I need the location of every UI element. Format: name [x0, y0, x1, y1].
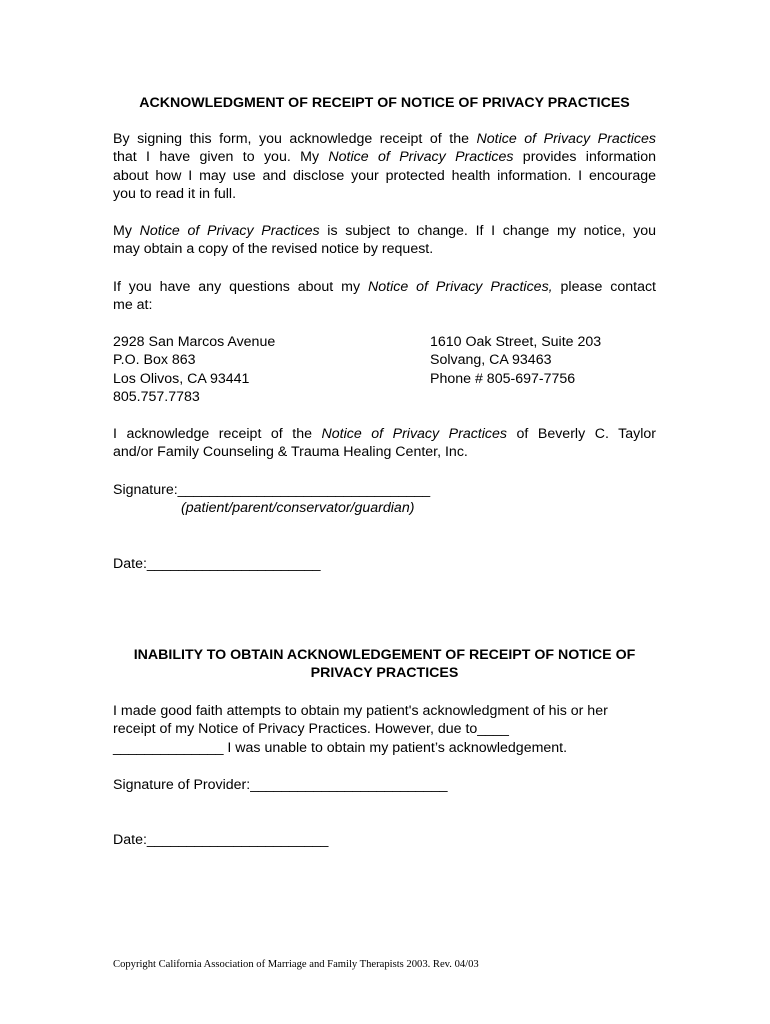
s2p1-line1: I made good faith attempts to obtain my patient's acknowledgment of his or her: [113, 703, 608, 719]
section2-title-line2: PRIVACY PRACTICES: [310, 665, 459, 682]
p4-text-a: I acknowledge receipt of the: [113, 426, 322, 442]
paragraph-inability: [113, 702, 656, 757]
paragraph-acknowledge-provider: [113, 425, 656, 462]
date-field[interactable]: Date:______________________: [113, 556, 321, 572]
s2p1-line2: receipt of my Notice of Privacy Practices. However, due to____: [113, 721, 509, 738]
paragraph-subject-to-change: [113, 222, 656, 259]
provider-signature-field[interactable]: Signature of Provider:_________________________: [113, 777, 448, 793]
p1-line3: about how I may use and disclose your protected health information. I encourage: [113, 167, 656, 184]
p3-italic-notice: Notice of Privacy Practices,: [368, 279, 553, 295]
address-left-line: Los Olivos, CA 93441: [113, 370, 250, 387]
copyright-footer: Copyright California Association of Marriage and Family Therapists 2003. Rev. 04/03: [113, 959, 479, 970]
s2p1-line3: ______________ I was unable to obtain my patient’s acknowledgement.: [113, 739, 568, 756]
p4-line2: and/or Family Counseling & Trauma Healing Center, Inc.: [113, 444, 468, 461]
address-right-line: Solvang, CA 93463: [430, 352, 552, 369]
p3-text-c: please contact: [552, 279, 657, 295]
p1-text-c: that I have given to you. My: [113, 149, 329, 166]
p4-text-c: of Beverly C. Taylor: [506, 426, 656, 442]
address-right-line: 1610 Oak Street, Suite 203: [430, 334, 602, 350]
p2-text-a: My: [113, 223, 140, 239]
p1-text-e: provides information: [513, 149, 656, 166]
p1-italic-notice: Notice of Privacy Practices: [476, 131, 657, 147]
p4-italic-notice: Notice of Privacy Practices: [321, 426, 507, 442]
address-left-line: 805.757.7783: [113, 389, 200, 406]
address-left-line: 2928 San Marcos Avenue: [113, 334, 276, 350]
p2-line2: may obtain a copy of the revised notice by request.: [113, 241, 434, 258]
paragraph-acknowledge-receipt: [113, 130, 656, 204]
p1-text-a: By signing this form, you acknowledge receipt of the: [113, 131, 477, 147]
p2-italic-notice: Notice of Privacy Practices: [139, 223, 320, 239]
address-left: [113, 333, 275, 407]
section2-title: [113, 646, 656, 683]
address-left-line: P.O. Box 863: [113, 352, 196, 369]
p2-text-c: is subject to change. If I change my notice, you: [319, 223, 656, 239]
address-right-line: Phone # 805-697-7756: [430, 370, 576, 387]
p2-line1: [113, 222, 656, 240]
provider-date-field[interactable]: Date:_______________________: [113, 832, 329, 848]
section2-title-line1: INABILITY TO OBTAIN ACKNOWLEDGEMENT OF RECEIPT OF NOTICE OF: [133, 647, 636, 663]
p3-text-a: If you have any questions about my: [113, 279, 368, 295]
p3-line2: me at:: [113, 297, 153, 314]
section1-title: ACKNOWLEDGMENT OF RECEIPT OF NOTICE OF PRIVACY PRACTICES: [139, 95, 630, 111]
address-right: [430, 333, 601, 388]
signature-field[interactable]: Signature:________________________________: [113, 482, 431, 498]
p1-line2: [113, 148, 656, 166]
p3-line1: [113, 278, 656, 296]
p1-line1: [113, 130, 656, 148]
paragraph-questions: [113, 278, 656, 315]
p1-line4: you to read it in full.: [113, 186, 237, 203]
p4-line1: [113, 425, 656, 443]
signature-note: (patient/parent/conservator/guardian): [181, 500, 415, 516]
p1-italic-notice-2: Notice of Privacy Practices: [328, 149, 514, 166]
